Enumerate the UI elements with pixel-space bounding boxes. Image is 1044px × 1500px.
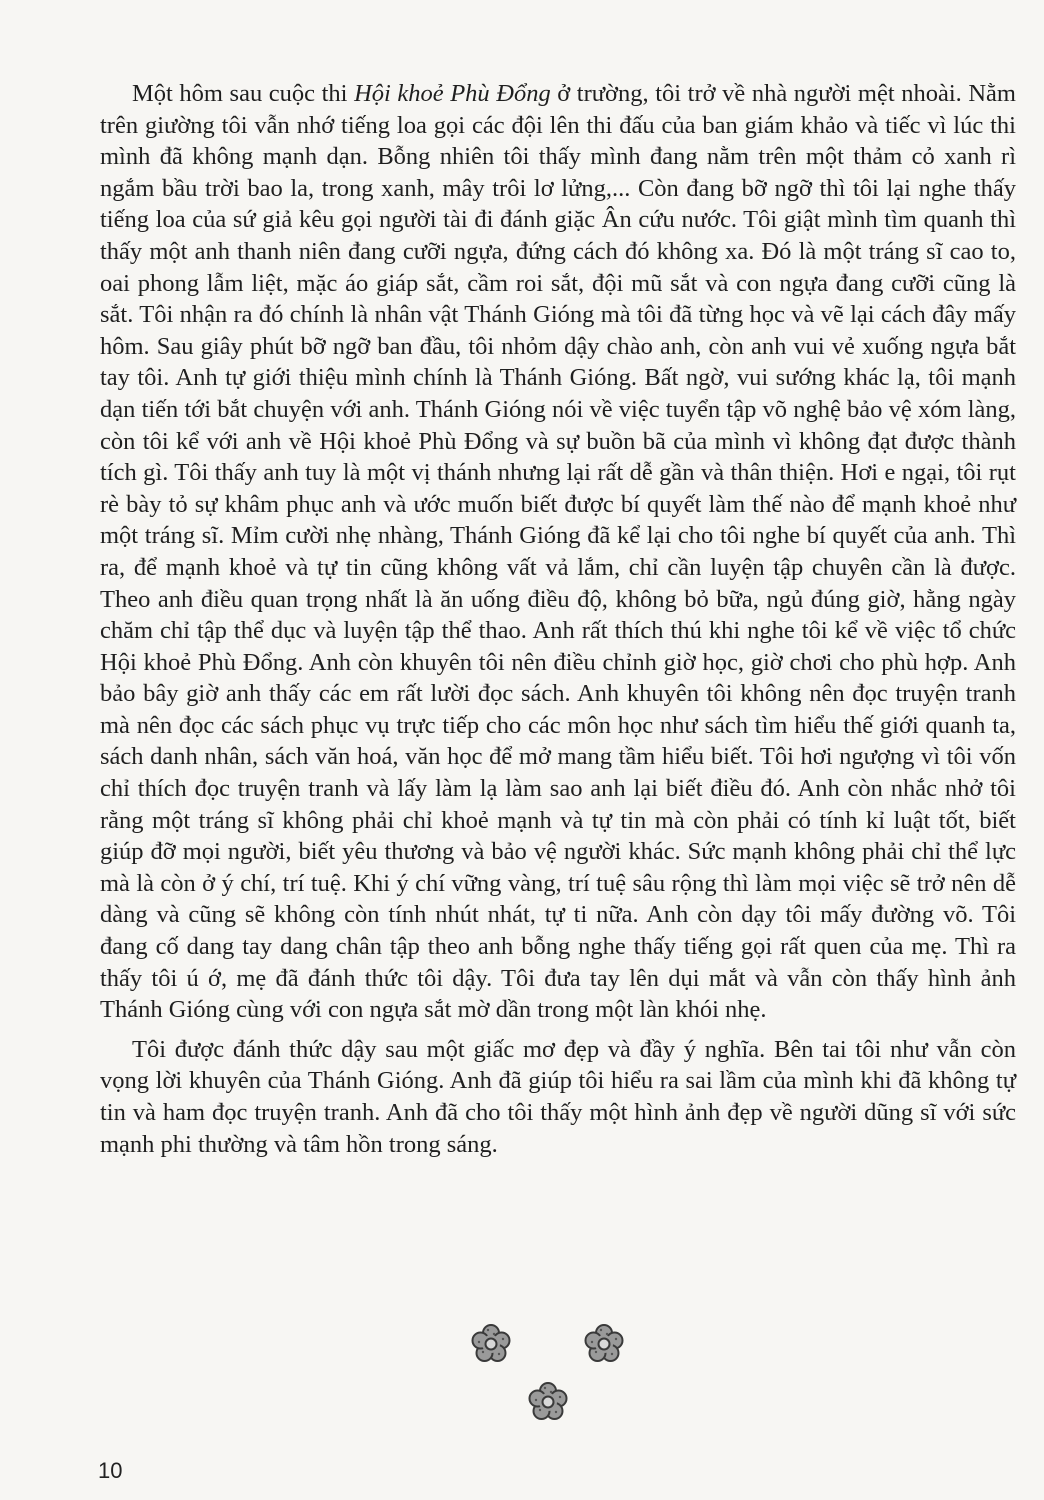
- flower-ornament-icon: [469, 1322, 513, 1366]
- flower-ornament-icon: [582, 1322, 626, 1366]
- flower-ornament-icon: [526, 1380, 570, 1424]
- paragraph-1-body: ở trường, tôi trở về nhà người mệt nhoài. Nằm trên giường tôi vẫn nhớ tiếng loa gọi các đội lên thi đấu của ban giám khảo và tiếc vì lúc thi mình đã không mạnh dạn. Bỗng nhiên tôi thấy mình đang nằm trên một thảm cỏ xanh rì ngắm bầu trời bao la, trong xanh, mây trôi lơ lửng,... Còn đang bỡ ngỡ thì tôi lại nghe thấy tiếng loa của sứ giả kêu gọi người tài đi đánh giặc Ân cứu nước. Tôi giật mình tìm quanh thì thấy một anh thanh niên đang cưỡi ngựa, đứng cách đó không xa. Đó là một tráng sĩ cao to, oai phong lẫm liệt, mặc áo giáp sắt, cầm roi sắt, đội mũ sắt và con ngựa đang cưỡi cũng là sắt. Tôi nhận ra đó chính là nhân vật Thánh Gióng mà tôi đã từng học và vẽ lại cách đây mấy hôm. Sau giây phút bỡ ngỡ ban đầu, tôi nhỏm dậy chào anh, còn anh vui vẻ xuống ngựa bắt tay tôi. Anh tự giới thiệu mình chính là Thánh Gióng. Bất ngờ, vui sướng khác lạ, tôi mạnh dạn tiến tới bắt chuyện với anh. Thánh Gióng nói về việc tuyển tập võ nghệ bảo vệ xóm làng, còn tôi kể với anh về Hội khoẻ Phù Đổng và sự buồn bã của mình vì không đạt được thành tích gì. Tôi thấy anh tuy là một vị thánh nhưng lại rất dễ gần và thân thiện. Hơi e ngại, tôi rụt rè bày tỏ sự khâm phục anh và ước muốn biết được bí quyết làm thế nào để mạnh khoẻ như một tráng sĩ. Mỉm cười nhẹ nhàng, Thánh Gióng đã kể lại cho tôi nghe bí quyết của anh. Thì ra, để mạnh khoẻ và tự tin cũng không vất vả lắm, chỉ cần luyện tập chuyên cần là được. Theo anh điều quan trọng nhất là ăn uống điều độ, không bỏ bữa, ngủ đúng giờ, hằng ngày chăm chỉ tập thể dục và luyện tập thể thao. Anh rất thích thú khi nghe tôi kể về việc tổ chức Hội khoẻ Phù Đổng. Anh còn khuyên tôi nên điều chỉnh giờ học, giờ chơi cho phù hợp. Anh bảo bây giờ anh thấy các em rất lười đọc sách. Anh khuyên tôi không nên đọc truyện tranh mà nên đọc các sách phục vụ trực tiếp cho các môn học như sách tìm hiểu thế giới quanh ta, sách danh nhân, sách văn hoá, văn học để mở mang tầm hiểu biết. Tôi hơi ngượng vì tôi vốn chỉ thích đọc truyện tranh và lấy làm lạ làm sao anh lại biết điều đó. Anh còn nhắc nhở tôi rằng một tráng sĩ không phải chỉ khoẻ mạnh và tự tin mà còn phải có tính kỉ luật tốt, biết giúp đỡ mọi người, biết yêu thương và bảo vệ người khác. Sức mạnh không phải chỉ thể lực mà là còn ở ý chí, trí tuệ. Khi ý chí vững vàng, trí tuệ sâu rộng thì làm mọi việc sẽ trở nên dễ dàng và cũng sẽ không còn tính nhút nhát, tự ti nữa. Anh còn dạy tôi mấy đường võ. Tôi đang cố dang tay dang chân tập theo anh bỗng nghe thấy tiếng gọi rất quen của mẹ. Thì ra thấy tôi ú ớ, mẹ đã đánh thức tôi dậy. Tôi đưa tay lên dụi mắt và vẫn còn thấy hình ảnh Thánh Gióng cùng với con ngựa sắt mờ dần trong một làn khói nhẹ.: [100, 80, 1016, 1024]
- paragraph-1-lead: Một hôm sau cuộc thi: [132, 80, 355, 107]
- paragraph-2: Tôi được đánh thức dậy sau một giấc mơ đẹp và đầy ý nghĩa. Bên tai tôi như vẫn còn vọng lời khuyên của Thánh Gióng. Anh đã giúp tôi hiểu ra sai lầm của mình khi đã không tự tin và ham đọc truyện tranh. Anh đã cho tôi thấy một hình ảnh đẹp về người dũng sĩ với sức mạnh phi thường và tâm hồn trong sáng.: [100, 1035, 1016, 1158]
- event-title: Hội khoẻ Phù Đổng: [354, 80, 551, 107]
- story-text: [100, 78, 1016, 1160]
- paragraph-1: [100, 78, 1016, 1026]
- page-number: 10: [98, 1458, 123, 1483]
